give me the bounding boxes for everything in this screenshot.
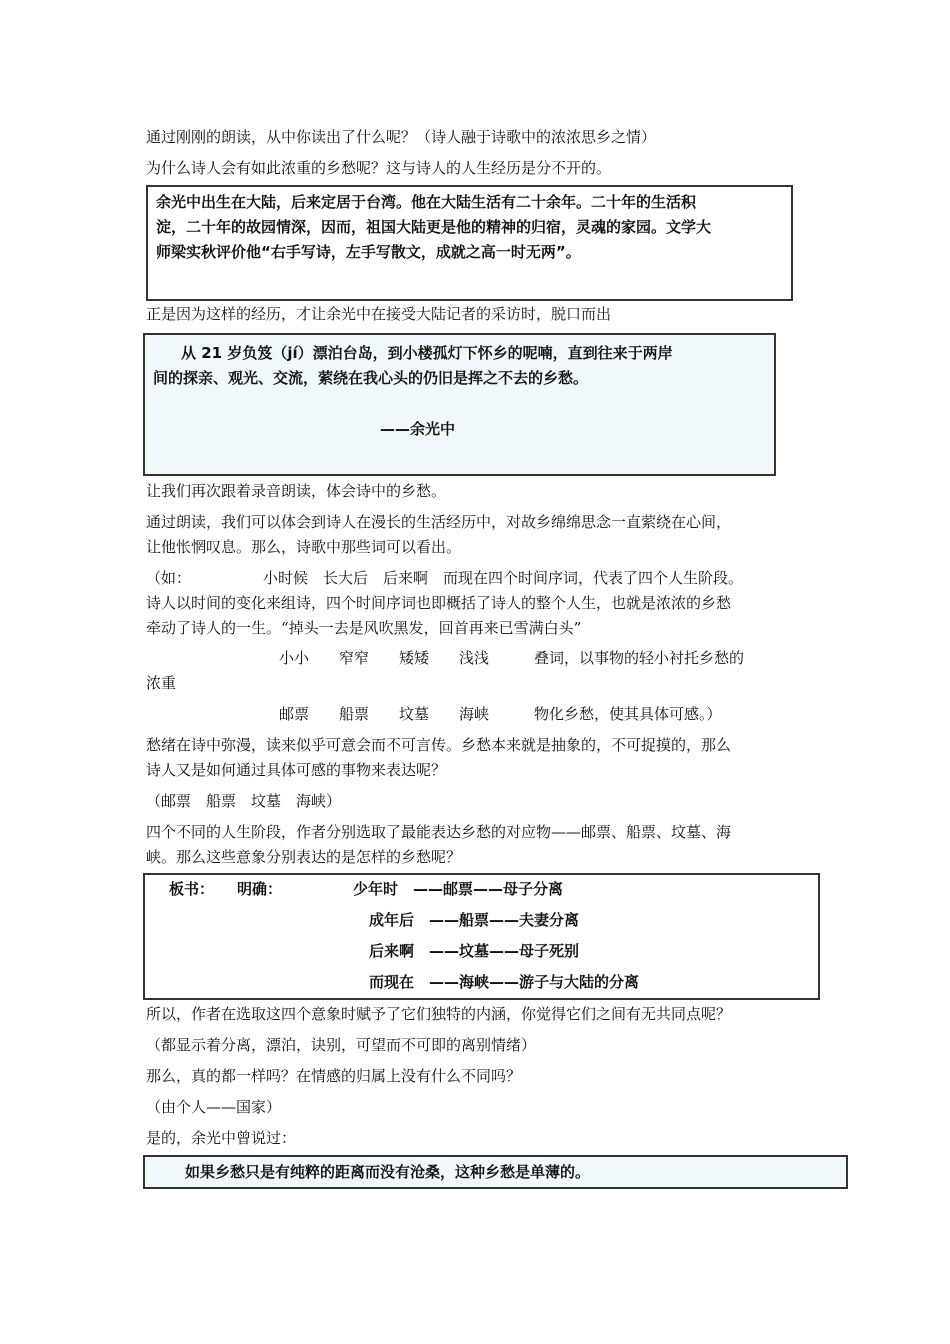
box-line: 余光中出生在大陆，后来定居于台湾。他在大陆生活有二十余年。二十年的生活积 <box>156 193 697 211</box>
quote-signature: ——余光中 <box>380 420 456 438</box>
paragraph-line: 让我们再次跟着录音朗读，体会诗中的乡愁。 <box>146 482 447 500</box>
blackboard-label: 明确： <box>237 880 283 898</box>
paragraph-line: 正是因为这样的经历，才让余光中在接受大陆记者的采访时，脱口而出 <box>146 305 612 323</box>
closing-quote-box <box>143 1155 848 1189</box>
paragraph-text: （如： <box>146 569 192 587</box>
paragraph-line: （都显示着分离，漂泊，诀别，可望而不可即的离别情绪） <box>146 1036 537 1054</box>
paragraph-line: 小小 窄窄 矮矮 浅浅 叠词，以事物的轻小衬托乡愁的 <box>279 649 745 667</box>
paragraph-line: 为什么诗人会有如此浓重的乡愁呢？这与诗人的人生经历是分不开的。 <box>146 159 612 177</box>
paragraph-line: 是的，余光中曾说过： <box>146 1129 297 1147</box>
paragraph-line: （邮票 船票 坟墓 海峡） <box>146 792 342 810</box>
paragraph-line: 浓重 <box>146 674 177 692</box>
paragraph-line: 诗人以时间的变化来组诗，四个时间序词也即概括了诗人的整个人生，也就是浓浓的乡愁 <box>146 594 732 612</box>
paragraph-line: 让他怅惘叹息。那么，诗歌中那些词可以看出。 <box>146 538 462 556</box>
paragraph-line: 愁绪在诗中弥漫，读来似乎可意会而不可言传。乡愁本来就是抽象的，不可捉摸的，那么 <box>146 736 732 754</box>
box-line: 师梁实秋评价他“右手写诗，左手写散文，成就之高一时无两”。 <box>156 243 581 261</box>
box-line: 淀，二十年的故园情深，因而，祖国大陆更是他的精神的归宿，灵魂的家园。文学大 <box>156 218 712 236</box>
blackboard-row: 而现在 ——海峡——游子与大陆的分离 <box>369 973 640 991</box>
blackboard-row: 后来啊 ——坟墓——母子死别 <box>369 942 580 960</box>
blackboard-row: 成年后 ——船票——夫妻分离 <box>369 911 580 929</box>
paragraph-line: （由个人——国家） <box>146 1098 282 1116</box>
paragraph-line: 峡。那么这些意象分别表达的是怎样的乡愁呢？ <box>146 848 462 866</box>
paragraph-line: 通过刚刚的朗读，从中你读出了什么呢？（诗人融于诗歌中的浓浓思乡之情） <box>146 128 657 146</box>
paragraph-line: 所以，作者在选取这四个意象时赋予了它们独特的内涵，你觉得它们之间有无共同点呢？ <box>146 1005 732 1023</box>
quote-line: 间的探亲、观光、交流，萦绕在我心头的仍旧是挥之不去的乡愁。 <box>153 369 589 387</box>
quote-box <box>143 333 776 476</box>
blackboard-box <box>143 873 820 1000</box>
paragraph-line: 诗人又是如何通过具体可感的事物来表达呢？ <box>146 761 447 779</box>
blackboard-row: 少年时 ——邮票——母子分离 <box>353 880 564 898</box>
paragraph-line: 那么，真的都一样吗？在情感的归属上没有什么不同吗？ <box>146 1067 522 1085</box>
paragraph-line: 牵动了诗人的一生。“掉头一去是风吹黑发，回首再来已雪满白头” <box>146 619 582 637</box>
paragraph-line: 邮票 船票 坟墓 海峡 物化乡愁，使其具体可感。） <box>279 705 722 723</box>
closing-quote-text: 如果乡愁只是有纯粹的距离而没有沧桑，这种乡愁是单薄的。 <box>185 1163 591 1181</box>
paragraph-text: 小时候 长大后 后来啊 而现在四个时间序词，代表了四个人生阶段。 <box>263 569 744 587</box>
paragraph-line: 通过朗读，我们可以体会到诗人在漫长的生活经历中，对故乡绵绵思念一直萦绕在心间， <box>146 513 732 531</box>
paragraph-line <box>146 568 743 588</box>
paragraph-line: 四个不同的人生阶段，作者分别选取了最能表达乡愁的对应物——邮票、船票、坟墓、海 <box>146 823 732 841</box>
quote-line: 从 21 岁负笈（jí）漂泊台岛，到小楼孤灯下怀乡的呢喃，直到往来于两岸 <box>181 344 673 362</box>
blackboard-label: 板书： <box>169 880 215 898</box>
intro-box <box>146 185 793 301</box>
